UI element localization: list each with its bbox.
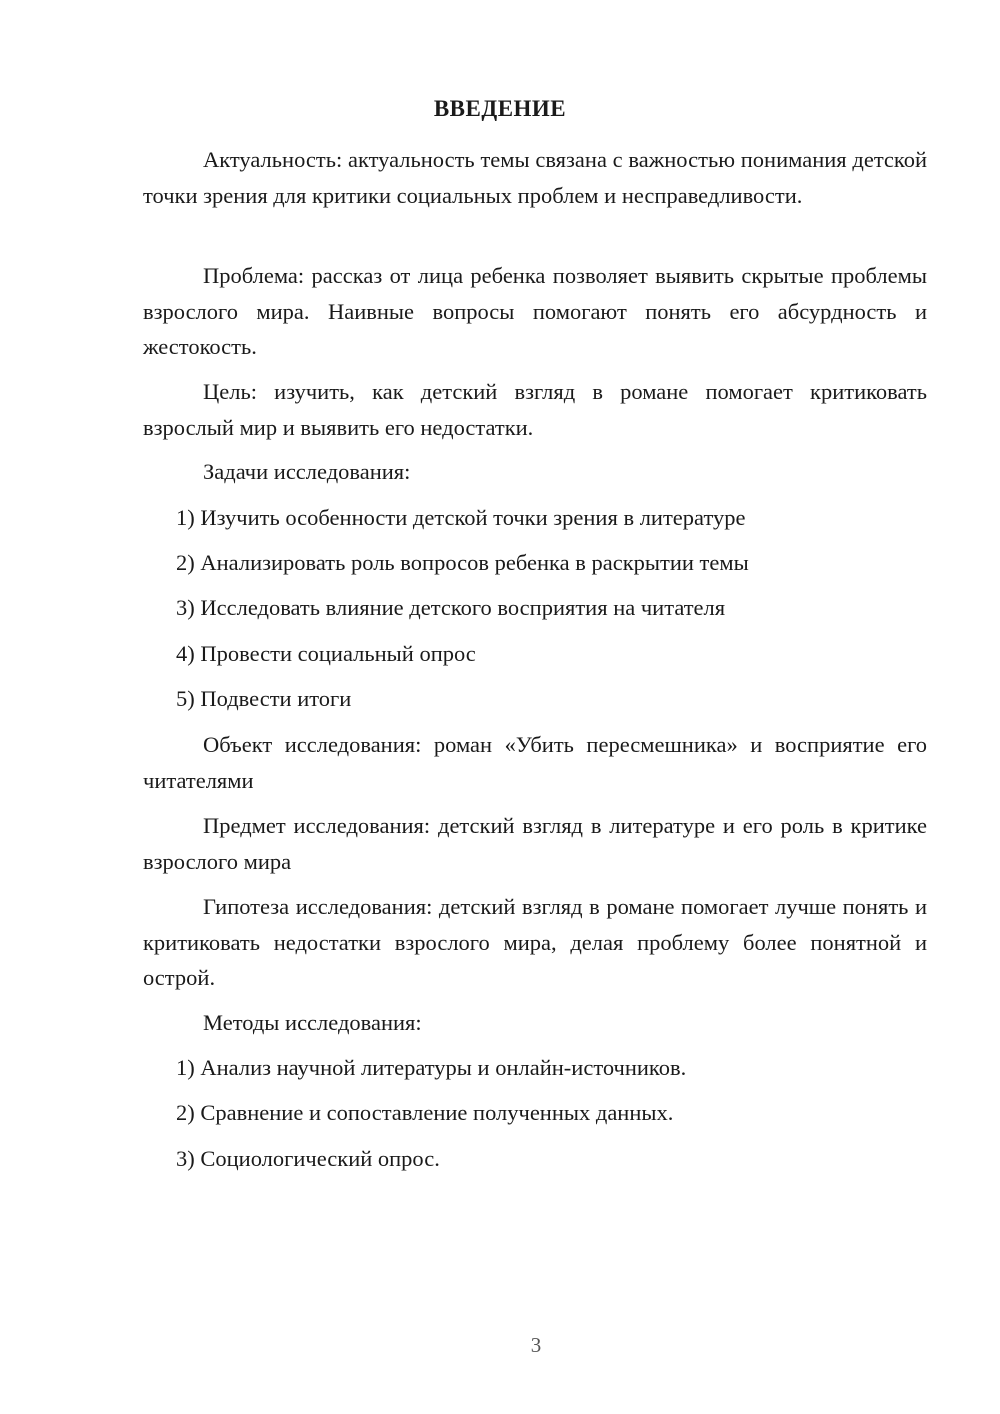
problem-paragraph: Проблема: рассказ от лица ребенка позволяет выявить скрытые проблемы взрослого мира. Наивные вопросы помогают понять его абсурдность и жестокость. bbox=[143, 263, 927, 359]
tasks-heading: Задачи исследования: bbox=[203, 459, 411, 484]
methods-heading: Методы исследования: bbox=[203, 1010, 422, 1035]
object-paragraph: Объект исследования: роман «Убить пересмешника» и восприятие его читателями bbox=[143, 732, 927, 793]
page-title: ВВЕДЕНИЕ bbox=[433, 96, 567, 121]
task-item-5: 5) Подвести итоги bbox=[176, 686, 352, 711]
task-item-4: 4) Провести социальный опрос bbox=[176, 641, 476, 666]
method-item-1: 1) Анализ научной литературы и онлайн-источников. bbox=[176, 1055, 687, 1080]
page-number: 3 bbox=[530, 1333, 542, 1357]
hypothesis-paragraph: Гипотеза исследования: детский взгляд в романе помогает лучше понять и критиковать недостатки взрослого мира, делая проблему более понятной и острой. bbox=[143, 894, 927, 990]
task-item-1: 1) Изучить особенности детской точки зрения в литературе bbox=[176, 505, 746, 530]
goal-paragraph: Цель: изучить, как детский взгляд в романе помогает критиковать взрослый мир и выявить его недостатки. bbox=[143, 379, 927, 440]
relevance-paragraph: Актуальность: актуальность темы связана с важностью понимания детской точки зрения для критики социальных проблем и несправедливости. bbox=[143, 147, 927, 208]
method-item-3: 3) Социологический опрос. bbox=[176, 1146, 440, 1171]
method-item-2: 2) Сравнение и сопоставление полученных данных. bbox=[176, 1100, 674, 1125]
task-item-3: 3) Исследовать влияние детского восприятия на читателя bbox=[176, 595, 726, 620]
task-item-2: 2) Анализировать роль вопросов ребенка в раскрытии темы bbox=[176, 550, 749, 575]
subject-paragraph: Предмет исследования: детский взгляд в литературе и его роль в критике взрослого мира bbox=[143, 813, 927, 874]
